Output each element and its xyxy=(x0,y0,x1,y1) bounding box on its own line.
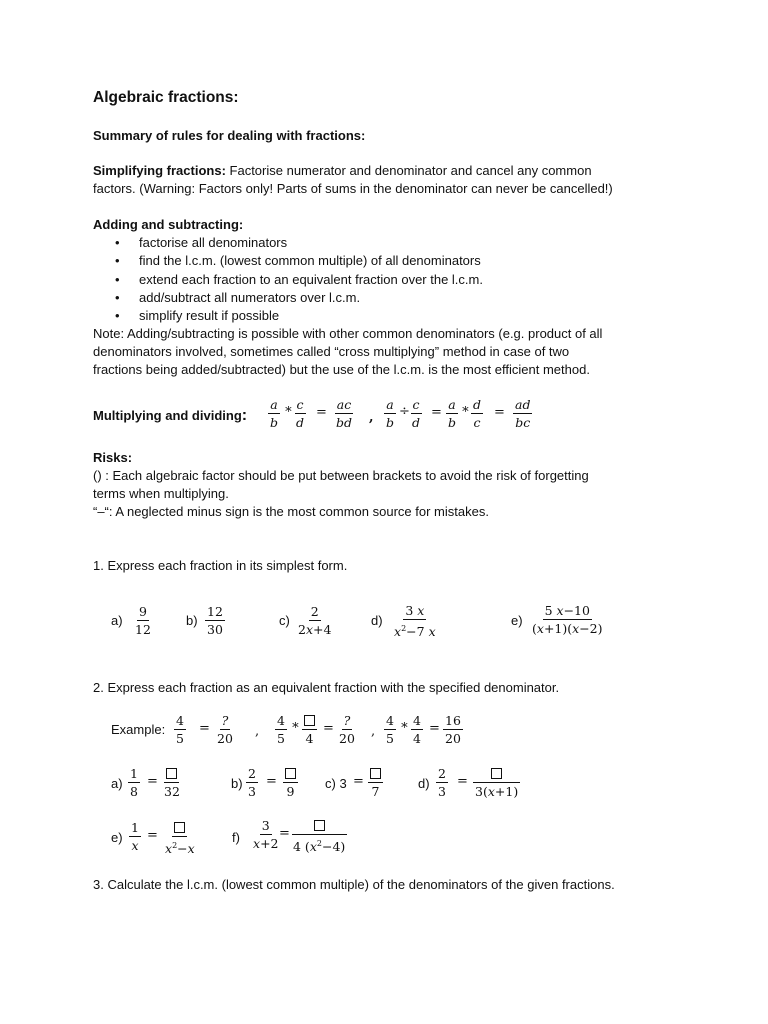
equals-sign: = xyxy=(279,826,290,841)
q1-a-numerator: 9 xyxy=(138,604,147,619)
example-fraction-box-4: 4 xyxy=(302,713,317,746)
fraction-a-over-b: $\frac{a}{b}$ xyxy=(448,397,457,430)
fraction-ac-over-bd: $\frac{ac}{bd}$ xyxy=(336,397,353,430)
risks-line-3: “–“: A neglected minus sign is the most common source for mistakes. xyxy=(93,504,489,519)
fraction-ad-over-bc: $\frac{ad}{bc}$ xyxy=(515,397,531,430)
example-fraction-4-4: $\frac{4}{4}$ xyxy=(413,713,421,746)
fraction-a-over-b: $\frac{a}{b}$ xyxy=(386,397,395,430)
q1-label-e: e) xyxy=(511,613,523,628)
q1-fraction-d: $\frac{3 x}{x^2-7 x}$ xyxy=(394,603,436,640)
q1-label-b: b) xyxy=(186,613,198,628)
q1-fraction-a xyxy=(133,604,153,637)
q1-label-a: a) xyxy=(111,613,123,628)
q2-fraction-d-left: $\frac{2}{3}$ xyxy=(438,766,446,799)
simplifying-line-2: factors. (Warning: Factors only! Parts of sums in the denominator can never be cancelled!) xyxy=(93,181,613,196)
q2-label-f: f) xyxy=(232,830,240,845)
fraction-a-over-b: $\frac{a}{b}$ xyxy=(270,397,279,430)
times-sign: ∗ xyxy=(284,402,293,417)
placeholder-box-icon xyxy=(491,768,502,779)
equals-sign: = xyxy=(316,405,327,420)
q1-fraction-b xyxy=(205,604,225,637)
q1-fraction-e: $\frac{5 x-10}{(x+1)(x-2)}$ xyxy=(532,603,603,636)
example-fraction-16-20: $\frac{16}{20}$ xyxy=(445,713,461,746)
list-item: • simplify result if possible xyxy=(93,307,483,325)
question-2-text: 2. Express each fraction as an equivalent fraction with the specified denominator. xyxy=(93,680,560,695)
adding-bullet-list xyxy=(93,234,483,325)
q2-label-c: c) 3 xyxy=(325,776,347,791)
placeholder-box-icon xyxy=(314,820,325,831)
comma-sign: , xyxy=(371,724,376,739)
placeholder-box-icon xyxy=(174,822,185,833)
q2-fraction-a-left: $\frac{1}{8}$ xyxy=(130,766,138,799)
risks-heading: Risks: xyxy=(93,450,133,465)
q2-fraction-a-right: 32 xyxy=(162,766,182,799)
multiplying-label xyxy=(93,407,247,425)
fraction-d-over-c: $\frac{d}{c}$ xyxy=(473,397,482,430)
list-item: • extend each fraction to an equivalent fraction over the l.c.m. xyxy=(93,271,483,289)
q2-label-a: a) xyxy=(111,776,123,791)
q1-label-d: d) xyxy=(371,613,383,628)
q1-b-denominator: 30 xyxy=(207,622,223,637)
q2-fraction-b-right: 9 xyxy=(283,766,298,799)
summary-heading: Summary of rules for dealing with fractions: xyxy=(93,128,366,143)
example-fraction-4-5: $\frac{4}{5}$ xyxy=(176,713,184,746)
q2-fraction-e-left: $\frac{1}{x}$ xyxy=(131,820,139,853)
placeholder-box-icon xyxy=(166,768,177,779)
q2-fraction-d-right: 3(x+1) xyxy=(473,766,520,799)
equals-sign: = xyxy=(494,405,505,420)
equals-sign: = xyxy=(323,721,334,736)
risks-line-1: () : Each algebraic factor should be put between brackets to avoid the risk of forgetting xyxy=(93,468,589,483)
divide-sign: ÷ xyxy=(399,404,410,419)
equals-sign: = xyxy=(429,721,440,736)
comma-sign: , xyxy=(369,410,374,425)
example-fraction-q-20: ? 20 xyxy=(217,713,233,746)
equals-sign: = xyxy=(199,721,210,736)
page-title: Algebraic fractions: xyxy=(93,89,239,106)
example-fraction-q-20: ? 20 xyxy=(339,713,355,746)
note-line-1: Note: Adding/subtracting is possible with other common denominators (e.g. product of all xyxy=(93,326,603,341)
list-item: • factorise all denominators xyxy=(93,234,483,252)
equals-sign: = xyxy=(457,774,468,789)
q2-fraction-f-right: 4 $(x^2-4)$ xyxy=(291,818,347,854)
comma-sign: , xyxy=(255,724,260,739)
fraction-c-over-d: $\frac{c}{d}$ xyxy=(296,397,305,430)
q2-label-b: b) xyxy=(231,776,243,791)
example-fraction-4-5: $\frac{4}{5}$ xyxy=(386,713,394,746)
equals-sign: = xyxy=(147,828,158,843)
list-item: • find the l.c.m. (lowest common multiple) of all denominators xyxy=(93,252,483,270)
q1-a-denominator: 12 xyxy=(135,622,151,637)
note-line-2: denominators involved, sometimes called “cross multiplying” method in case of two xyxy=(93,344,570,359)
q1-fraction-c: $\frac{2}{2x+4}$ xyxy=(298,604,332,637)
adding-heading: Adding and subtracting: xyxy=(93,217,244,232)
q1-label-c: c) xyxy=(279,613,290,628)
placeholder-box-icon xyxy=(304,715,315,726)
risks-line-2: terms when multiplying. xyxy=(93,486,229,501)
question-3-text: 3. Calculate the l.c.m. (lowest common multiple) of the denominators of the given fractions. xyxy=(93,877,615,892)
placeholder-box-icon xyxy=(370,768,381,779)
fraction-c-over-d: $\frac{c}{d}$ xyxy=(412,397,421,430)
multiplying-colon: : xyxy=(241,407,248,424)
q1-b-numerator: 12 xyxy=(207,604,223,619)
note-line-3: fractions being added/subtracted) but the use of the l.c.m. is the most efficient method. xyxy=(93,362,590,377)
times-sign: ∗ xyxy=(291,718,300,733)
q2-label-d: d) xyxy=(418,776,430,791)
simplifying-line-1 xyxy=(93,162,592,180)
equals-sign: = xyxy=(353,774,364,789)
placeholder-box-icon xyxy=(285,768,296,779)
question-1-text: 1. Express each fraction in its simplest form. xyxy=(93,558,348,573)
example-fraction-4-5: $\frac{4}{5}$ xyxy=(277,713,285,746)
equals-sign: = xyxy=(431,405,442,420)
q2-label-e: e) xyxy=(111,830,123,845)
equals-sign: = xyxy=(266,774,277,789)
equals-sign: = xyxy=(147,774,158,789)
simplifying-label: Simplifying fractions: xyxy=(93,163,226,178)
list-item: • add/subtract all numerators over l.c.m. xyxy=(93,289,483,307)
q2-fraction-e-right: $x^2-x$ xyxy=(163,820,197,856)
q2-fraction-b-left: $\frac{2}{3}$ xyxy=(248,766,256,799)
example-label: Example: xyxy=(111,722,166,737)
simplifying-text-1: Factorise numerator and denominator and cancel any common xyxy=(225,163,592,178)
times-sign: ∗ xyxy=(400,718,409,733)
q2-fraction-c-right: 7 xyxy=(368,766,383,799)
multiplying-label-text: Multiplying and dividing xyxy=(93,408,242,423)
times-sign: ∗ xyxy=(461,402,470,417)
q2-fraction-f-left: $\frac{3}{x+2}$ xyxy=(253,818,279,851)
